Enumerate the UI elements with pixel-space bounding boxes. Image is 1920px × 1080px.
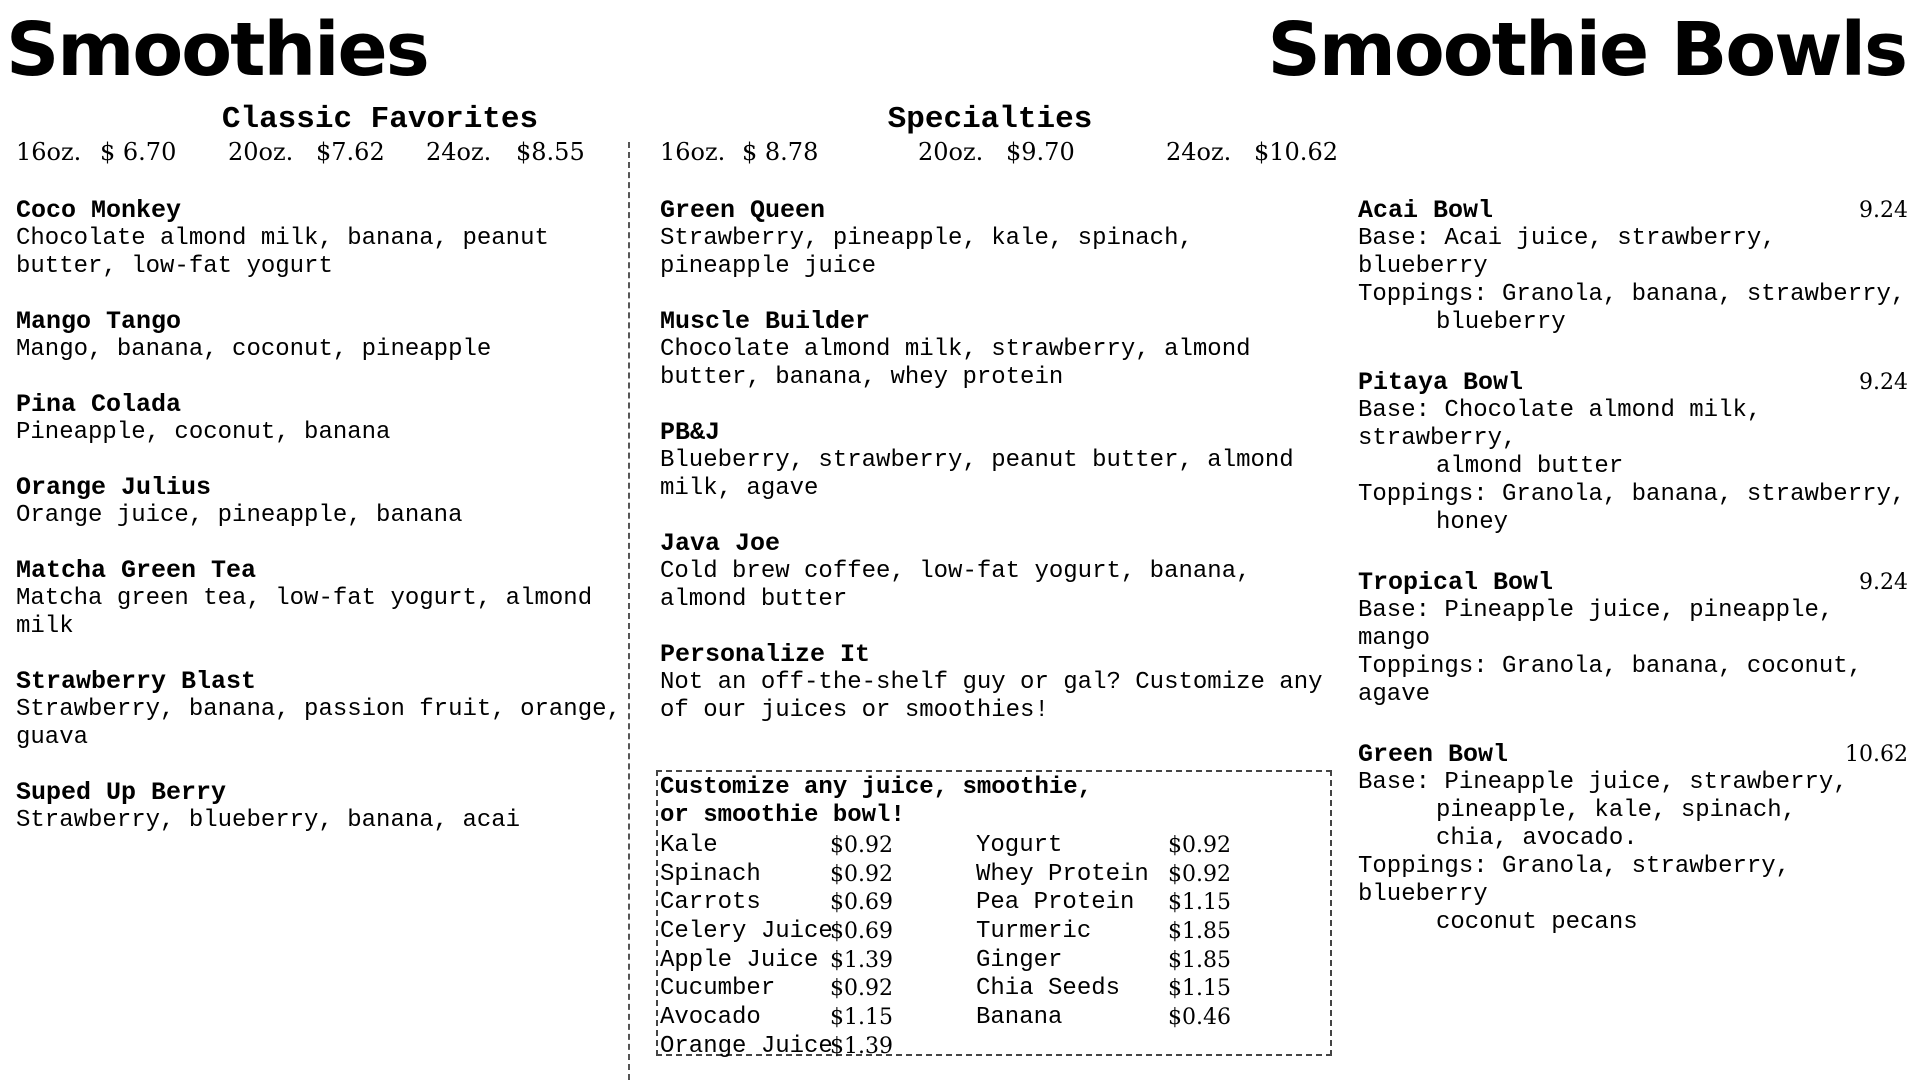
bowl-base [1358, 597, 1908, 653]
toppings-label: Toppings: [1358, 281, 1488, 308]
item-description: Blueberry, strawberry, peanut butter, almond milk, agave [660, 447, 1294, 502]
specialties-size-16: 16oz. [660, 138, 726, 166]
toppings-ingredients: Granola, strawberry, blueberry [1358, 853, 1791, 908]
addon-row [660, 947, 960, 976]
classic-price-24: $8.55 [516, 138, 585, 166]
addon-price: $0.92 [830, 976, 893, 1002]
specialties-size-24: 24oz. [1166, 138, 1232, 166]
bowl-toppings [1358, 481, 1908, 537]
addon-price: $1.15 [830, 1005, 893, 1031]
item-description: Strawberry, banana, passion fruit, orange, guava [16, 696, 621, 751]
column-divider [628, 142, 630, 1080]
bowl-toppings [1358, 281, 1908, 337]
toppings-label: Toppings: [1358, 481, 1488, 508]
addon-name: Pea Protein [976, 889, 1135, 917]
item-description: Orange juice, pineapple, banana [16, 502, 463, 529]
bowl-price: 10.62 [1845, 742, 1908, 767]
addon-price: $0.46 [1168, 1005, 1231, 1031]
addon-name: Banana [976, 1004, 1063, 1032]
bowl-price: 9.24 [1859, 570, 1908, 595]
addon-name: Orange Juice [660, 1032, 833, 1060]
addon-row [660, 861, 960, 890]
addon-name: Chia Seeds [976, 975, 1121, 1003]
bowl-name: Green Bowl [1358, 740, 1509, 769]
addon-price: $0.92 [1168, 861, 1231, 887]
menu-item [16, 197, 622, 281]
addon-name: Spinach [660, 860, 761, 888]
menu-item [660, 419, 1332, 503]
addon-row [660, 975, 960, 1004]
item-name: Suped Up Berry [16, 778, 227, 807]
classic-size-16: 16oz. [16, 138, 82, 166]
item-description: Strawberry, pineapple, kale, spinach, pineapple juice [660, 225, 1193, 280]
item-description: Matcha green tea, low-fat yogurt, almond milk [16, 585, 593, 640]
smoothie-bowls-title: Smoothie Bowls [1267, 7, 1906, 93]
addon-row [976, 889, 1276, 918]
specialties-size-20: 20oz. [918, 138, 984, 166]
smoothies-title: Smoothies [6, 7, 428, 93]
addon-name: Kale [660, 832, 718, 859]
addon-row [660, 1004, 960, 1033]
addon-name: Turmeric [976, 918, 1092, 946]
item-description: Strawberry, blueberry, banana, acai [16, 807, 521, 834]
bowls-list [1358, 197, 1908, 969]
item-name: Muscle Builder [660, 307, 871, 336]
toppings-ingredients-cont: honey [1436, 509, 1509, 536]
toppings-label: Toppings: [1358, 853, 1488, 880]
customize-box [656, 770, 1332, 1060]
item-name: Strawberry Blast [16, 667, 257, 696]
base-ingredients-cont: pineapple, kale, spinach, chia, avocado. [1436, 797, 1797, 852]
specialties-price-row [660, 138, 1340, 170]
toppings-ingredients-cont: blueberry [1436, 309, 1566, 336]
bowl-base [1358, 769, 1908, 853]
addon-row [976, 918, 1276, 947]
addon-price: $0.92 [830, 833, 893, 858]
addon-price: $0.92 [1168, 833, 1231, 858]
addon-name: Celery Juice [660, 918, 833, 946]
classic-items [16, 197, 622, 862]
specialties-heading: Specialties [887, 102, 1093, 137]
addon-row [976, 1004, 1276, 1033]
addon-price: $0.69 [830, 919, 893, 945]
menu-item [16, 474, 622, 530]
item-description: Pineapple, coconut, banana [16, 419, 391, 446]
addon-name: Apple Juice [660, 946, 819, 974]
bowl-name: Tropical Bowl [1358, 568, 1554, 597]
customize-title: Customize any juice, smoothie, or smoothie bowl! [660, 774, 1093, 829]
menu-item [660, 197, 1332, 281]
addon-price: $0.69 [830, 890, 893, 916]
base-ingredients: Pineapple juice, pineapple, mango [1358, 597, 1834, 652]
specialties-price-24: $10.62 [1254, 138, 1338, 166]
base-ingredients: Pineapple juice, strawberry, [1444, 769, 1848, 796]
item-name: Mango Tango [16, 307, 182, 336]
addon-name: Cucumber [660, 975, 776, 1003]
addon-price: $1.15 [1168, 890, 1231, 916]
bowl-price: 9.24 [1859, 370, 1908, 395]
classic-size-20: 20oz. [228, 138, 294, 166]
addon-row [660, 832, 960, 861]
addon-row [976, 832, 1276, 861]
specialties-price-20: $9.70 [1006, 138, 1075, 166]
menu-item [16, 668, 622, 752]
addon-name: Carrots [660, 889, 761, 917]
bowl-toppings [1358, 653, 1908, 709]
menu-item [660, 530, 1332, 614]
item-description: Chocolate almond milk, strawberry, almond butter, banana, whey protein [660, 336, 1251, 391]
toppings-ingredients: Granola, banana, strawberry, [1502, 481, 1906, 508]
base-label: Base: [1358, 769, 1431, 796]
addon-list-left [660, 832, 960, 1062]
addon-name: Yogurt [976, 832, 1063, 859]
bowl-item [1358, 569, 1908, 709]
toppings-ingredients-cont: coconut pecans [1436, 909, 1638, 936]
addon-list-right [976, 832, 1276, 1033]
menu-item [16, 391, 622, 447]
item-name: Green Queen [660, 196, 826, 225]
addon-price: $0.92 [830, 861, 893, 887]
menu-item [16, 779, 622, 835]
addon-price: $1.15 [1168, 976, 1231, 1002]
item-name: Java Joe [660, 529, 781, 558]
item-name: Coco Monkey [16, 196, 182, 225]
item-name: Personalize It [660, 640, 871, 669]
classic-price-row [16, 138, 616, 170]
menu-item [16, 557, 622, 641]
addon-name: Whey Protein [976, 860, 1149, 888]
classic-price-16: $ 6.70 [100, 138, 177, 166]
bowl-base [1358, 397, 1908, 481]
bowl-item [1358, 197, 1908, 337]
addon-row [976, 947, 1276, 976]
base-ingredients: Acai juice, strawberry, blueberry [1358, 225, 1776, 280]
item-description: Cold brew coffee, low-fat yogurt, banana, almond butter [660, 558, 1251, 613]
specialties-price-16: $ 8.78 [742, 138, 819, 166]
bowl-item [1358, 741, 1908, 937]
addon-row [660, 1033, 960, 1062]
addon-name: Ginger [976, 946, 1063, 974]
addon-row [660, 918, 960, 947]
addon-price: $1.85 [1168, 947, 1231, 973]
addon-price: $1.39 [830, 947, 893, 973]
base-label: Base: [1358, 397, 1431, 424]
item-name: PB&J [660, 418, 721, 447]
base-label: Base: [1358, 597, 1431, 624]
bowl-toppings [1358, 853, 1908, 937]
item-name: Matcha Green Tea [16, 556, 257, 585]
bowl-price: 9.24 [1859, 198, 1908, 223]
bowl-item [1358, 369, 1908, 537]
classic-favorites-heading: Classic Favorites [221, 102, 539, 137]
menu-item [16, 308, 622, 364]
menu-item [660, 641, 1332, 725]
base-ingredients-cont: almond butter [1436, 453, 1624, 480]
toppings-label: Toppings: [1358, 653, 1488, 680]
item-description: Not an off-the-shelf guy or gal? Customize any of our juices or smoothies! [660, 669, 1323, 724]
classic-size-24: 24oz. [426, 138, 492, 166]
addon-name: Avocado [660, 1004, 761, 1032]
addon-row [976, 861, 1276, 890]
bowl-name: Acai Bowl [1358, 196, 1494, 225]
specialties-items [660, 197, 1332, 752]
toppings-ingredients: Granola, banana, strawberry, [1502, 281, 1906, 308]
addon-row [660, 889, 960, 918]
item-name: Pina Colada [16, 390, 182, 419]
addon-row [976, 975, 1276, 1004]
toppings-ingredients: Granola, banana, coconut, agave [1358, 653, 1863, 708]
item-description: Chocolate almond milk, banana, peanut butter, low-fat yogurt [16, 225, 549, 280]
base-ingredients: Chocolate almond milk, strawberry, [1358, 397, 1762, 452]
item-description: Mango, banana, coconut, pineapple [16, 336, 492, 363]
base-label: Base: [1358, 225, 1431, 252]
menu-item [660, 308, 1332, 392]
bowl-base [1358, 225, 1908, 281]
classic-price-20: $7.62 [316, 138, 385, 166]
item-name: Orange Julius [16, 473, 212, 502]
addon-price: $1.85 [1168, 919, 1231, 945]
addon-price: $1.39 [830, 1033, 893, 1059]
bowl-name: Pitaya Bowl [1358, 368, 1524, 397]
